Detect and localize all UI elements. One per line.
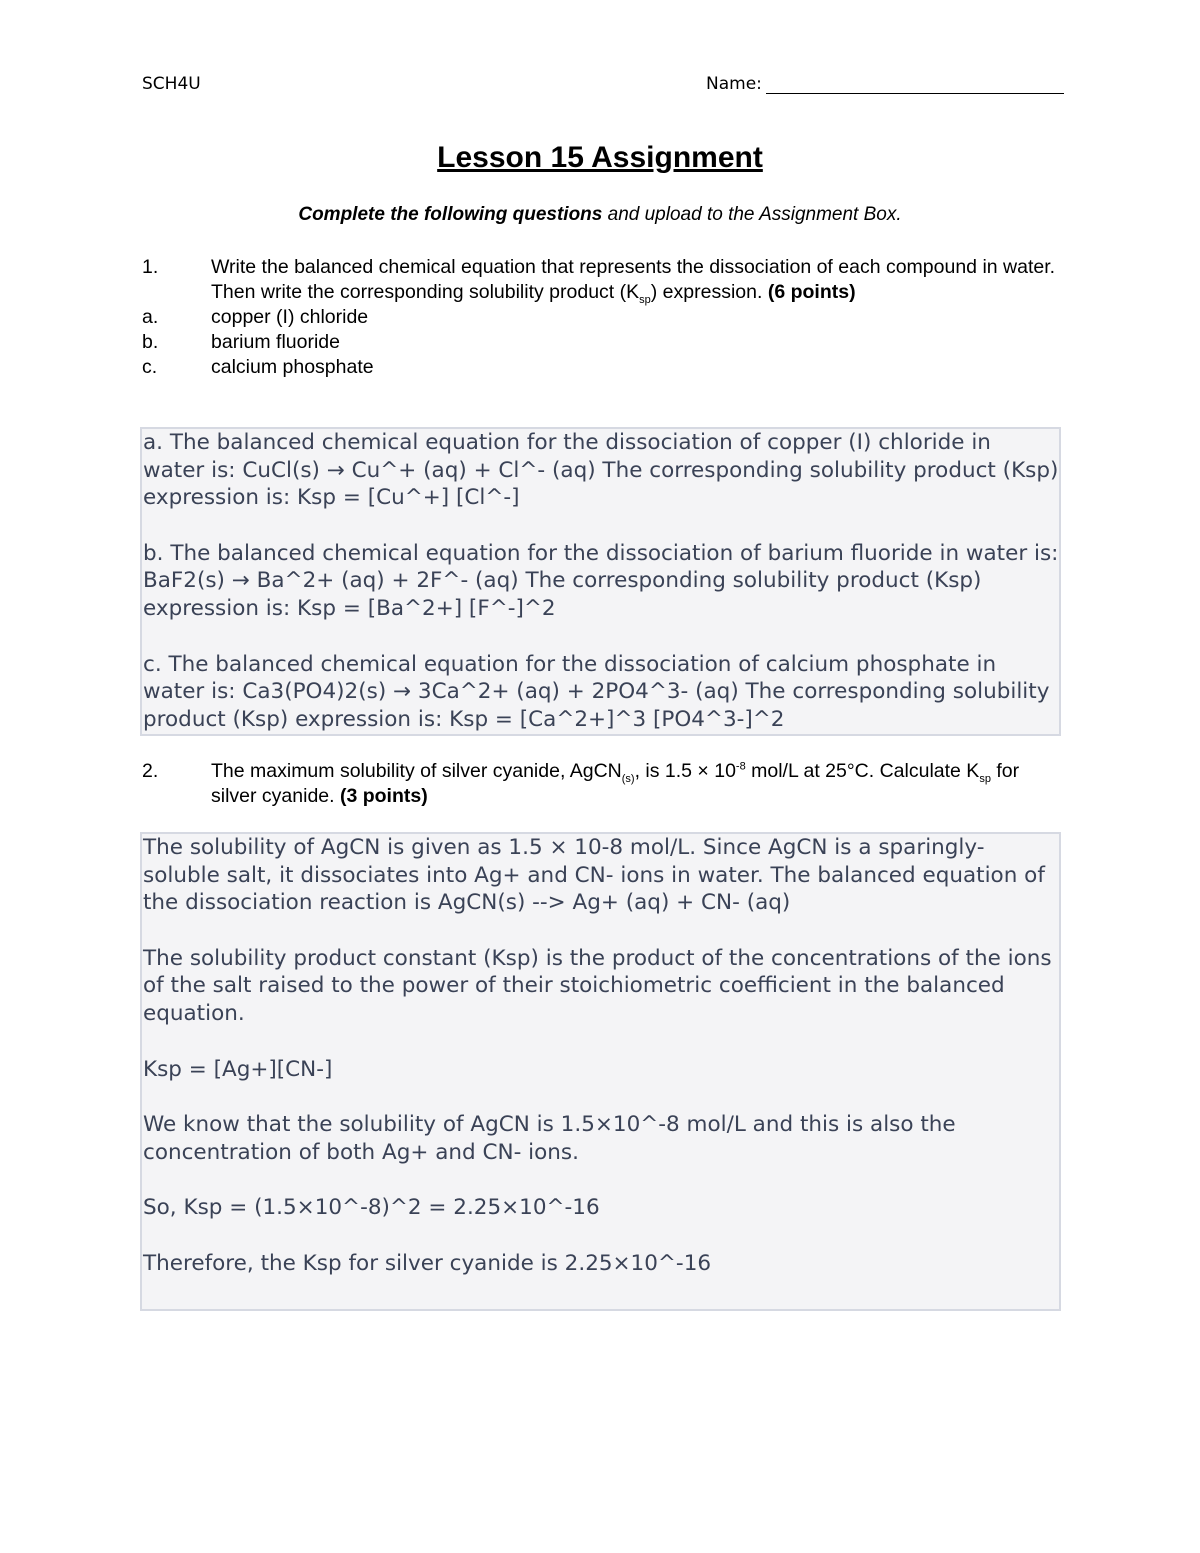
answer-paragraph: The solubility of AgCN is given as 1.5 × 10-8 mol/L. Since AgCN is a sparingly-soluble salt, it dissociates into Ag+ and CN- ions in water. The balanced equation of the dissociation reaction is AgCN(s) --> Ag+ (aq) + CN- (aq): [143, 835, 1045, 916]
question-2-text-part: for silver cyanide.: [211, 760, 1020, 807]
name-field: [706, 74, 1064, 94]
answer-paragraph: Therefore, the Ksp for silver cyanide is 2.25×10^-16: [143, 1250, 712, 1276]
answer-box-1[interactable]: [140, 427, 1061, 736]
answer-paragraph: c. The balanced chemical equation for the dissociation of calcium phosphate in water is: Ca3(PO4)2(s) → 3Ca^2+ (aq) + 2PO4^3- (aq) The corresponding solubility product (Ksp) expression is: Ksp = [Ca^2+]^3 [PO4^3-]^2: [143, 651, 1050, 732]
question-1-number: 1.: [142, 256, 159, 278]
item-text: calcium phosphate: [211, 356, 374, 378]
answer-paragraph: The solubility product constant (Ksp) is the product of the concentrations of the ions of the salt raised to the power of their stoichiometric coefficient in the balanced equation.: [143, 945, 1052, 1026]
question-2-number: 2.: [142, 760, 159, 782]
list-item: [142, 305, 1062, 330]
answer-paragraph: a. The balanced chemical equation for the dissociation of copper (I) chloride in water is: CuCl(s) → Cu^+ (aq) + Cl^- (aq) The corresponding solubility product (Ksp) expression is: Ksp = [Cu^+] [Cl^-]: [143, 430, 1059, 511]
list-item: [142, 330, 1062, 355]
item-letter: a.: [142, 306, 159, 328]
question-2-points: (3 points): [339, 785, 428, 807]
answer-paragraph: Ksp = [Ag+][CN-]: [143, 1056, 333, 1082]
answer-paragraph: So, Ksp = (1.5×10^-8)^2 = 2.25×10^-16: [143, 1195, 600, 1221]
state-subscript: (s): [621, 772, 635, 785]
name-label: Name:: [706, 74, 762, 94]
item-text: barium fluoride: [211, 331, 340, 353]
question-1-text-part: ) expression.: [650, 281, 768, 303]
question-2: [142, 759, 1062, 809]
answer-paragraph: b. The balanced chemical equation for the dissociation of barium fluoride in water is: BaF2(s) → Ba^2+ (aq) + 2F^- (aq) The corresponding solubility product (Ksp) expression is: Ksp = [Ba^2+] [F^-]^2: [143, 540, 1059, 621]
question-1: [142, 255, 1062, 380]
exponent-superscript: -8: [735, 760, 746, 773]
question-2-text-part: The maximum solubility of silver cyanide, AgCN: [211, 760, 622, 782]
question-1-text-part: Write the balanced chemical equation that represents the dissociation of each compound in water. Then write the corresponding solubility product (K: [211, 256, 1056, 303]
item-letter: b.: [142, 331, 159, 353]
question-2-text: [211, 759, 1062, 809]
question-1-points: (6 points): [767, 281, 856, 303]
course-code: SCH4U: [142, 74, 201, 94]
question-2-text-part: mol/L at 25°C. Calculate K: [745, 760, 980, 782]
name-blank-line: [766, 77, 1064, 94]
page-title: Lesson 15 Assignment: [437, 141, 763, 174]
ksp-subscript: sp: [979, 772, 991, 785]
question-2-text-part: , is 1.5 × 10: [634, 760, 736, 782]
instructions: [0, 204, 1200, 226]
instructions-rest: and upload to the Assignment Box.: [602, 204, 902, 225]
item-letter: c.: [142, 356, 158, 378]
ksp-subscript: sp: [639, 293, 651, 306]
list-item: [142, 355, 1062, 380]
question-1-text: [211, 255, 1062, 305]
answer-box-2[interactable]: [140, 832, 1061, 1311]
item-text: copper (I) chloride: [211, 306, 369, 328]
answer-paragraph: We know that the solubility of AgCN is 1.5×10^-8 mol/L and this is also the concentration of both Ag+ and CN- ions.: [143, 1112, 956, 1165]
instructions-bold: Complete the following questions: [298, 204, 603, 225]
